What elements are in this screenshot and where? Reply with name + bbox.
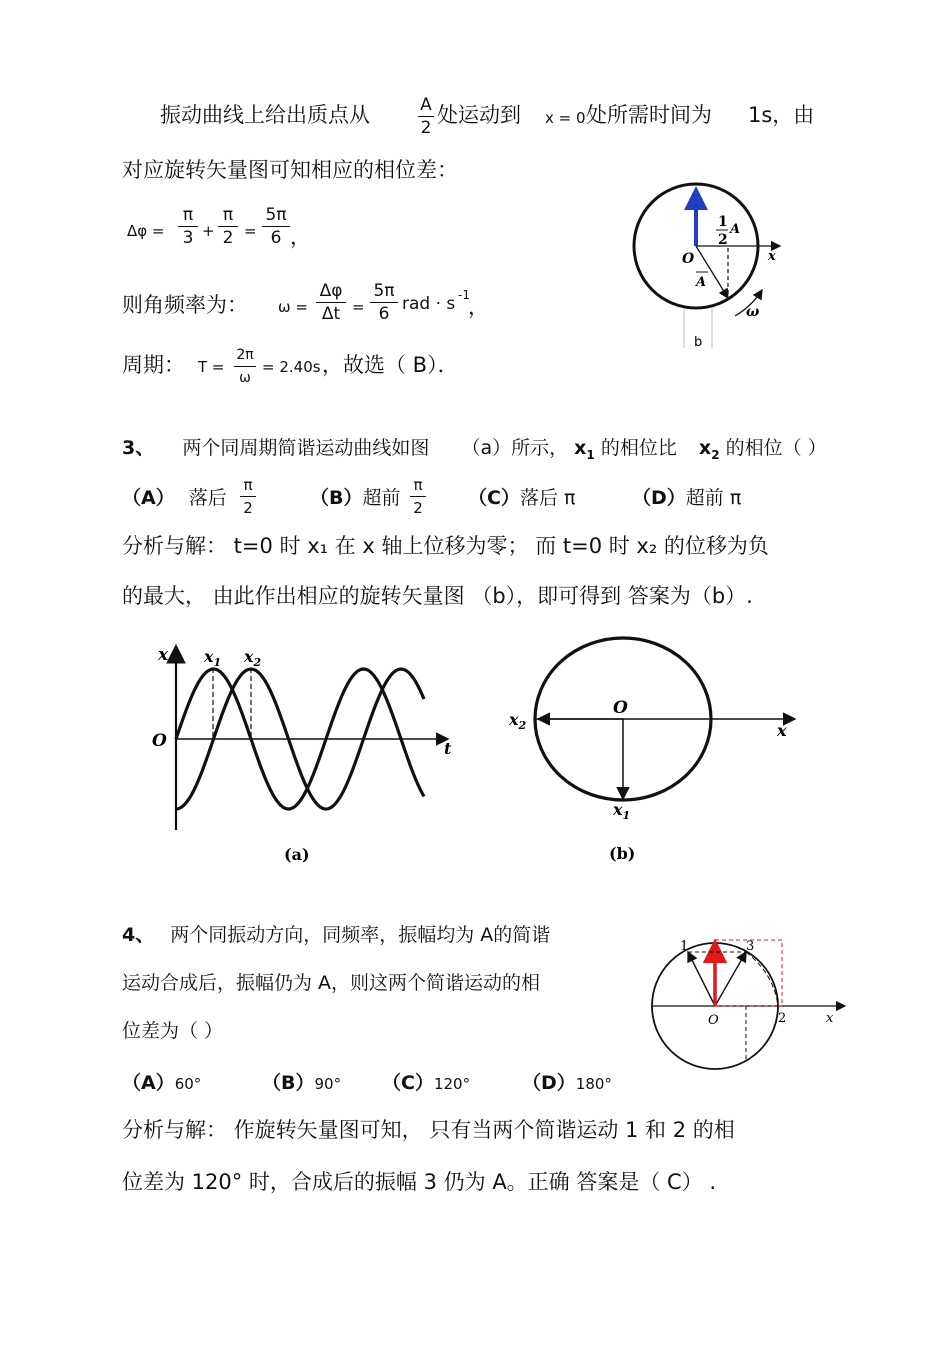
q3-stem-a: 两个同周期简谐运动曲线如图 — [182, 437, 430, 459]
q4-stem-2: 运动合成后，振幅仍为 A，则这两个简谐运动的相 — [122, 972, 541, 994]
fig-b-x2-label: $x_2$ — [509, 710, 527, 732]
fig-A-label: A — [730, 222, 741, 237]
period-label: 周期： — [122, 353, 185, 377]
q4-analysis-2: 位差为 120° 时，合成后的振幅 3 仍为 A。正确 答案是（ C） . — [122, 1170, 717, 1194]
delta-phi-lhs: Δφ = — [127, 222, 165, 240]
omega-lhs: ω = — [278, 298, 308, 316]
omega-comma: ， — [468, 295, 489, 319]
q4-option-d: （D）180° — [522, 1072, 612, 1094]
q3-x1: $x_1$ — [574, 437, 595, 462]
fraction-A-over-2 — [418, 96, 434, 137]
q3-option-a-fraction: π 2 — [240, 476, 256, 517]
fig-b-x1-label: $x_1$ — [613, 800, 631, 822]
period-rhs: = 2.40s — [262, 358, 321, 376]
fig-a-x2-label: $x_2$ — [244, 647, 262, 669]
period-lhs: T = — [198, 358, 225, 376]
q4-option-b: （B）90° — [262, 1072, 342, 1094]
q3-figure-b-circle — [505, 635, 805, 870]
fig-half-den: 2 — [718, 232, 728, 248]
fraction-2pi-over-omega: 2π ω — [234, 346, 256, 387]
q4-vector-3 — [715, 952, 746, 1006]
q4-stem-3: 位差为（ ） — [122, 1020, 224, 1042]
q4-label-3: 3 — [746, 939, 755, 954]
fig-b-x-label: x — [777, 721, 787, 740]
fraction-5pi-over-6: 5π 6 — [262, 206, 290, 247]
q4-dashed-arc — [746, 952, 778, 1006]
q4-option-a: （A）60° — [122, 1072, 202, 1094]
omega-exponent: -1 — [458, 288, 470, 302]
fig-omega-label: ω — [746, 304, 760, 320]
fraction-5pi-over-6-b: 5π 6 — [370, 282, 398, 323]
fig-a-t-label: t — [444, 739, 452, 758]
fig-a-O-label: O — [152, 731, 167, 751]
q4-label-1: 1 — [680, 939, 689, 954]
q2-line1-b: 处运动到 — [437, 103, 521, 127]
q2-line1-d: 1s，由 — [748, 103, 815, 127]
q4-vector-1 — [688, 952, 715, 1006]
fig-x-label: x — [768, 249, 776, 264]
fig-vector-A-label: A — [696, 275, 707, 290]
fig-b-caption: (b) — [609, 844, 636, 863]
q3-figure-a-curves — [148, 638, 468, 868]
fraction-pi-over-3: π 3 — [178, 206, 198, 247]
q3-option-b-fraction: π 2 — [410, 476, 426, 517]
fraction-pi-over-2: π 2 — [218, 206, 238, 247]
q4-stem-1: 4、 两个同振动方向，同频率，振幅均为 A的简谐 — [122, 924, 551, 946]
q4-label-x: x — [826, 1011, 834, 1026]
omega-unit: rad · s — [402, 294, 456, 314]
q4-rotation-vector-figure — [650, 930, 850, 1070]
q3-option-d: （D）超前 π — [632, 487, 742, 509]
q4-label-2: 2 — [778, 1011, 787, 1026]
q3-option-b: （B）超前 — [310, 487, 401, 509]
fig-a-caption: (a) — [284, 845, 310, 864]
fig-b-label: b — [694, 335, 703, 350]
q2-line1-a: 振动曲线上给出质点从 — [160, 103, 370, 127]
q3-analysis-2: 的最大， 由此作出相应的旋转矢量图 （b），即可得到 答案为（b）. — [122, 584, 753, 608]
fig-half-num: 1 — [718, 214, 728, 230]
q3-number: 3、 — [122, 437, 155, 459]
q2-rotation-vector-figure — [600, 170, 820, 350]
q4-label-O: O — [708, 1013, 719, 1028]
q3-stem-d: 的相位（ ） — [725, 437, 827, 459]
q3-stem-c: 的相位比 — [600, 437, 677, 459]
fig-b-O-label: O — [613, 698, 628, 718]
q3-option-c: （C）落后 π — [468, 487, 576, 509]
fig-a-x-label: x — [158, 645, 169, 665]
comma: ， — [290, 225, 311, 249]
fig-a-x1-label: $x_1$ — [204, 647, 222, 669]
q3-x2: $x_2$ — [698, 437, 720, 462]
period-end: ，故选（ B）． — [322, 353, 459, 377]
omega-label: 则角频率为： — [122, 293, 248, 317]
q2-line2: 对应旋转矢量图可知相应的相位差： — [122, 158, 458, 182]
equals-sign-2: = — [352, 298, 365, 316]
fraction-dphi-over-dt: Δφ Δt — [316, 282, 346, 323]
x-equals-zero: x = 0 — [545, 109, 586, 127]
fig-O-label: O — [682, 251, 695, 267]
frac-den: 2 — [420, 118, 432, 138]
plus-sign: + — [202, 222, 215, 240]
q2-line1-c: 处所需时间为 — [586, 103, 712, 127]
q3-stem-b: （a）所示， — [461, 437, 569, 459]
q3-analysis-1: 分析与解： t=0 时 x₁ 在 x 轴上位移为零； 而 t=0 时 x₂ 的位移为负 — [122, 534, 769, 558]
q3-stem — [122, 436, 827, 467]
q4-option-c: （C）120° — [382, 1072, 471, 1094]
equals-sign: = — [244, 222, 257, 240]
q3-option-a: （A） 落后 — [122, 487, 227, 509]
frac-num: A — [420, 95, 432, 115]
q4-analysis-1: 分析与解： 作旋转矢量图可知， 只有当两个简谐运动 1 和 2 的相 — [122, 1118, 735, 1142]
